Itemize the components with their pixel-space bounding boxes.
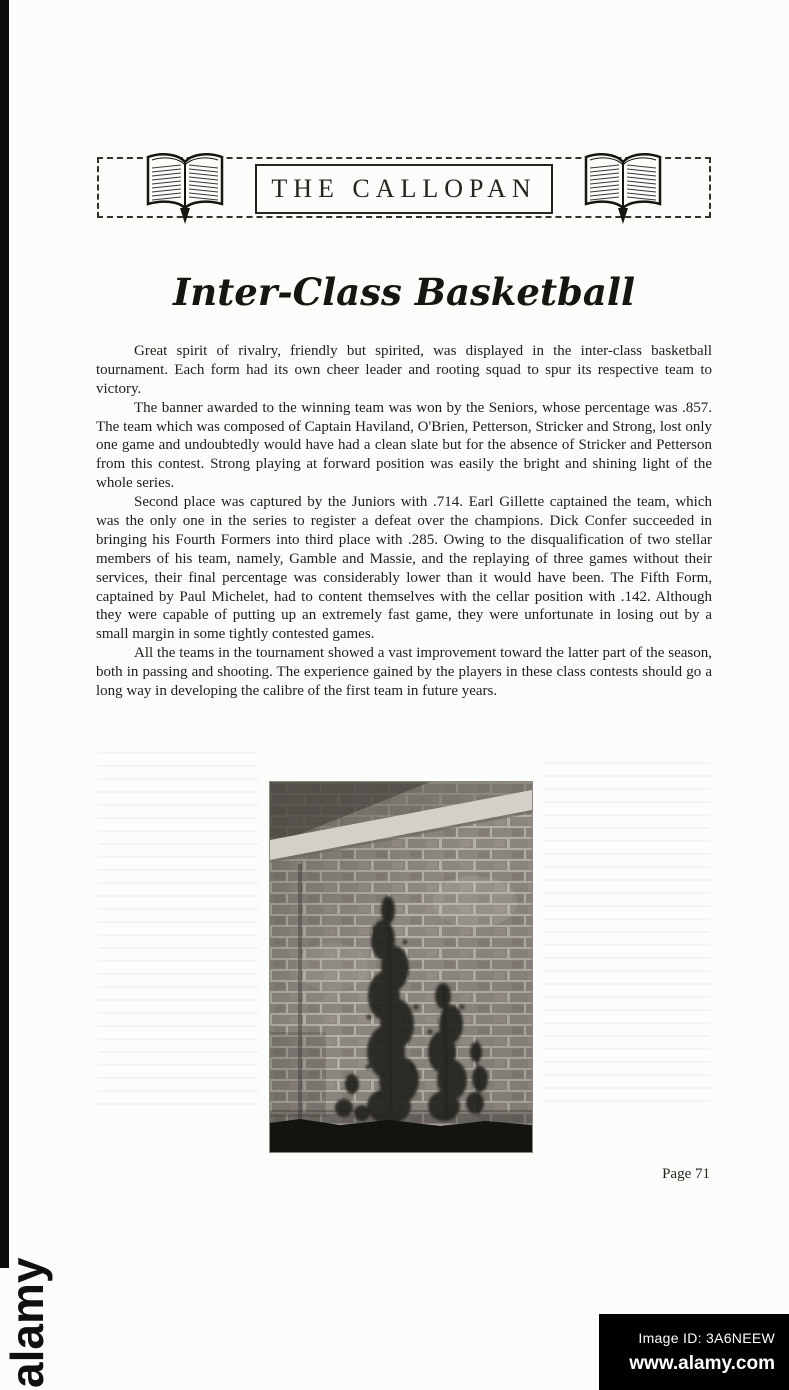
article-body	[96, 342, 712, 701]
paragraph-3: Second place was captured by the Juniors with .714. Earl Gillette captained the team, which was the only one in the series to register a defeat over the champions. Dick Confer succeeded in bringing his Fourth Formers into third place with .285. Owing to the disqualification of two stellar members of his team, namely, Gamble and Massie, and the replaying of three games without their services, their final percentage was considerably lower than it would have been. The Fifth Form, captained by Paul Michelet, had to content themselves with the cellar position with .142. Although they were capable of putting up an extremely fast game, they were unfortunate in losing out by a small margin in some tightly contested games.	[96, 494, 712, 643]
masthead-title-box	[255, 164, 553, 214]
masthead-banner	[95, 150, 713, 230]
photo-brick-wall-ivy	[269, 781, 533, 1153]
image-id-label: Image ID: 3A6NEEW	[638, 1329, 775, 1346]
alamy-url: www.alamy.com	[629, 1352, 775, 1374]
alamy-vertical-watermark: alamy	[1, 1257, 53, 1388]
paragraph-1: Great spirit of rivalry, friendly but spirited, was displayed in the inter-class basketball tournament. Each form had its own cheer leader and rooting squad to spur its respective team to victory.	[96, 343, 712, 397]
masthead-title: THE CALLOPAN	[271, 174, 537, 203]
page-number: Page 71	[662, 1166, 710, 1182]
open-book-icon-left	[141, 150, 229, 230]
bleed-through-text-left	[98, 752, 258, 1108]
alamy-watermark-box	[599, 1314, 789, 1390]
paragraph-4: All the teams in the tournament showed a vast improvement toward the latter part of the season, both in passing and shooting. The experience gained by the players in these class contests should go a long way in developing the calibre of the first team in future years.	[96, 645, 712, 700]
article-title: Inter-Class Basketball	[172, 270, 635, 314]
bleed-through-text-right	[544, 762, 710, 1106]
open-book-icon-right	[579, 150, 667, 230]
scan-edge-strip	[0, 0, 9, 1268]
paragraph-2: The banner awarded to the winning team was won by the Seniors, whose percentage was .857. The team which was composed of Captain Haviland, O'Brien, Petterson, Stricker and Strong, lost only one game and undoubtedly would have had a clean slate but for the absence of Stricker and Petterson from this contest. Strong playing at forward position was easily the bright and shining light of the whole series.	[96, 399, 712, 492]
